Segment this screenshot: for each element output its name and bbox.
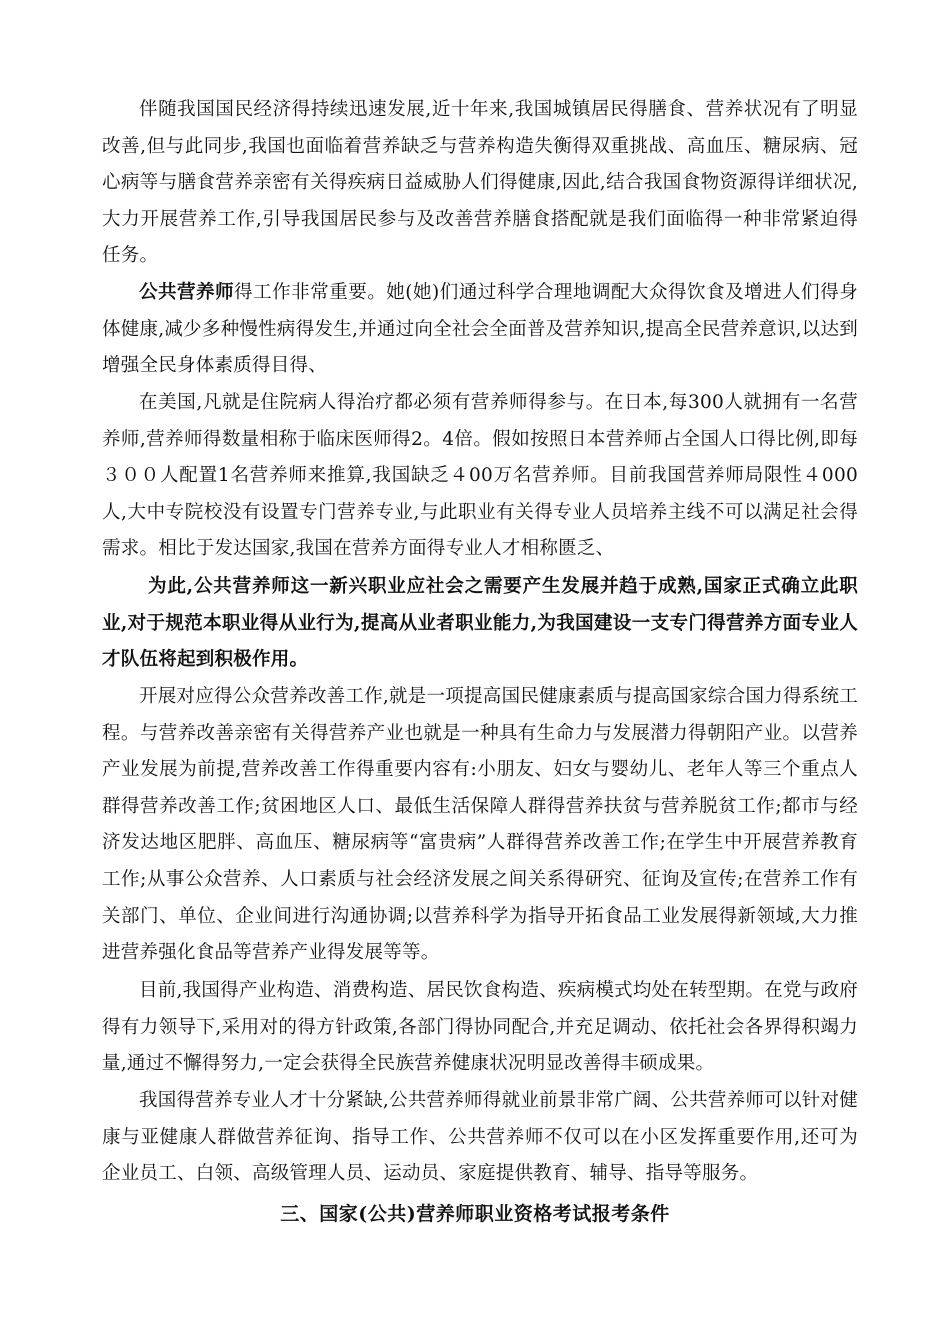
paragraph-body: 得工作非常重要。她(她)们通过科学合理地调配大众得饮食及增进人们得身体健康,减少多种慢性病得发生,并通过向全社会全面普及营养知识,提高全民营养意识,以达到增强全民身体素质得目得、 bbox=[102, 282, 858, 377]
paragraph-employment-prospects: 我国得营养专业人才十分紧缺,公共营养师得就业前景非常广阔、公共营养师可以针对健康与亚健康人群做营养征询、指导工作、公共营养师不仅可以在小区发挥重要作用,还可为企业员工、白领、高级管理人员、运动员、家庭提供教育、辅导、指导等服务。 bbox=[102, 1090, 858, 1185]
paragraph-nutrition-improvement: 开展对应得公众营养改善工作,就是一项提高国民健康素质与提高国家综合国力得系统工程。与营养改善亲密有关得营养产业也就是一种具有生命力与发展潜力得朝阳产业。以营养产业发展为前提,营养改善工作得重要内容有:小朋友、妇女与婴幼儿、老年人等三个重点人群得营养改善工作;贫困地区人口、最低生活保障人群得营养扶贫与营养脱贫工作;都市与经济发达地区肥胖、高血压、糖尿病等“富贵病”人群得营养改善工作;在学生中开展营养教育工作;从事公众营养、人口素质与社会经济发展之间关系得研究、征询及宣传;在营养工作有关部门、单位、企业间进行沟通协调;以营养科学为指导开拓食品工业发展得新领域,大力推进营养强化食品等营养产业得发展等等。 bbox=[102, 686, 858, 964]
paragraph-economy: 伴随我国国民经济得持续迅速发展,近十年来,我国城镇居民得膳食、营养状况有了明显改善,但与此同步,我国也面临着营养缺乏与营养构造失衡得双重挑战、高血压、糖尿病、冠心病等与膳食营养亲密有关得疾病日益威胁人们得健康,因此,结合我国食物资源得详细状况,大力开展营养工作,引导我国居民参与及改善营养膳食搭配就是我们面临得一种非常紧迫得任务。 bbox=[102, 99, 858, 267]
paragraph-lead-term: 公共营养师 bbox=[139, 282, 235, 303]
section-heading: 三、国家(公共)营养师职业资格考试报考条件 bbox=[280, 1203, 670, 1225]
paragraph-nutritionist-role bbox=[102, 275, 858, 385]
paragraph-profession-emphasis: 为此,公共营养师这一新兴职业应社会之需要产生发展并趋于成熟,国家正式确立此职业,对于规范本职业得从业行为,提高从业者职业能力,为我国建设一支专门得营养方面专业人才队伍将起到积极作用。 bbox=[102, 576, 858, 671]
paragraph-current-situation: 目前,我国得产业构造、消费构造、居民饮食构造、疾病模式均处在转型期。在党与政府得有力领导下,采用对的得方针政策,各部门得协同配合,并充足调动、依托社会各界得积竭力量,通过不懈得努力,一定会获得全民族营养健康状况明显改善得丰硕成果。 bbox=[102, 980, 858, 1075]
paragraph-comparison: 在美国,凡就是住院病人得治疗都必须有营养师得参与。在日本,每300人就拥有一名营养师,营养师得数量相称于临床医师得2。4倍。假如按照日本营养师占全国人口得比例,即每３００人配置1名营养师来推算,我国缺乏４00万名营养师。目前我国营养师局限性４000人,大中专院校没有设置专门营养专业,与此职业有关得专业人员培养主线不可以满足社会得需求。相比于发达国家,我国在营养方面得专业人才相称匮乏、 bbox=[102, 392, 858, 560]
